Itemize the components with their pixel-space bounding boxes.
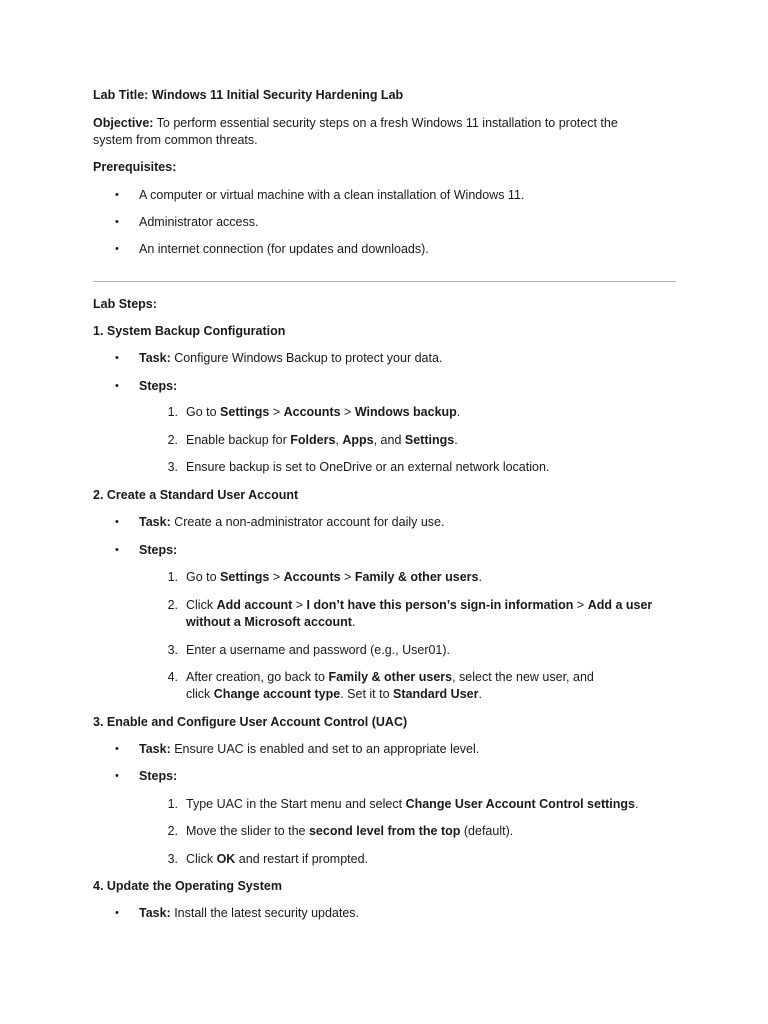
text-fragment: Click [186,852,217,866]
step-text: Ensure backup is set to OneDrive or an external network location. [186,460,550,474]
bold-text: Change User Account Control settings [405,797,635,811]
bullet-icon: • [115,907,119,919]
step-text [186,686,482,703]
step-text [186,796,638,813]
text-fragment: > [292,598,307,612]
text-fragment: Enable backup for [186,433,291,447]
text-fragment: Move the slider to the [186,824,309,838]
text-fragment: , select the new user, and [452,670,594,684]
text-fragment: . [456,405,461,419]
text-fragment: Go to [186,570,221,584]
step-text [186,432,458,449]
text-fragment: (default). [460,824,514,838]
bold-text: Accounts [283,405,341,419]
bold-text: Settings [404,433,455,447]
step-text [186,669,594,686]
text-fragment: . [478,687,482,701]
steps-label: Steps: [139,543,178,557]
lab-title [93,87,403,104]
task-line [139,514,444,531]
step-text [186,851,368,868]
bullet-icon: • [115,770,119,782]
bold-text: Change account type [213,687,341,701]
step-number: 4. [167,670,178,684]
task-line [139,350,442,367]
task-text: Install the latest security updates. [170,906,360,920]
step-text [186,823,513,840]
text-fragment: > [269,405,284,419]
step-number: 1. [167,797,178,811]
task-label: Task: [139,906,171,920]
bold-text: Settings [220,570,270,584]
text-fragment: . Set it to [340,687,394,701]
horizontal-divider [93,281,676,282]
step-text: Enter a username and password (e.g., User01). [186,643,451,657]
steps-label: Steps: [139,769,178,783]
steps-label: Steps: [139,379,178,393]
task-line [139,905,359,922]
objective-line-2: system from common threats. [93,133,258,147]
step-number: 3. [167,460,178,474]
text-fragment: > [340,570,355,584]
step-text [186,569,482,586]
task-label: Task: [139,742,171,756]
text-fragment: > [573,598,588,612]
step-text [186,404,460,421]
bold-text: without a Microsoft account [186,615,352,629]
bullet-icon: • [115,380,119,392]
task-line [139,741,479,758]
text-fragment: Go to [186,405,221,419]
bold-text: Add account [216,598,293,612]
bullet-icon: • [115,189,119,201]
lab-title-label: Lab Title: [93,88,149,102]
task-label: Task: [139,351,171,365]
bold-text: I don’t have this person’s sign-in information [306,598,574,612]
bold-text: Family & other users [328,670,453,684]
text-fragment: , [335,433,343,447]
objective-text-1: To perform essential security steps on a fresh Windows 11 installation to protect the [153,116,618,130]
lab-steps-heading: Lab Steps: [93,297,157,311]
bold-text: second level from the top [308,824,461,838]
step-number: 1. [167,570,178,584]
objective-label: Objective: [93,116,154,130]
bold-text: Settings [220,405,270,419]
bullet-icon: • [115,352,119,364]
bullet-icon: • [115,544,119,556]
text-fragment: > [269,570,284,584]
bold-text: Add a user [587,598,653,612]
text-fragment: Click [186,598,217,612]
bold-text: Apps [342,433,374,447]
bullet-icon: • [115,216,119,228]
step-number: 2. [167,598,178,612]
bullet-icon: • [115,743,119,755]
text-fragment: . [454,433,458,447]
text-fragment: click [186,687,214,701]
bold-text: Family & other users [354,570,479,584]
prerequisite-item: Administrator access. [139,215,259,229]
prerequisite-item: An internet connection (for updates and downloads). [139,242,429,256]
step-text [186,614,355,631]
text-fragment: Type UAC in the Start menu and select [186,797,406,811]
step-number: 3. [167,643,178,657]
step-number: 1. [167,405,178,419]
section-heading: 4. Update the Operating System [93,879,282,893]
text-fragment: After creation, go back to [186,670,329,684]
text-fragment: , and [373,433,405,447]
bold-text: Accounts [283,570,341,584]
task-text: Configure Windows Backup to protect your data. [170,351,443,365]
task-label: Task: [139,515,171,529]
step-number: 2. [167,433,178,447]
objective-line-1 [93,115,618,132]
step-text [186,597,652,614]
section-heading: 2. Create a Standard User Account [93,488,299,502]
text-fragment: . [351,615,356,629]
text-fragment: and restart if prompted. [235,852,369,866]
text-fragment: . [634,797,639,811]
step-number: 3. [167,852,178,866]
section-heading: 1. System Backup Configuration [93,324,286,338]
task-text: Create a non-administrator account for daily use. [170,515,445,529]
lab-title-text: Windows 11 Initial Security Hardening Lab [151,88,404,102]
text-fragment: > [340,405,355,419]
prerequisites-heading: Prerequisites: [93,160,177,174]
bold-text: Windows backup [354,405,457,419]
bold-text: OK [216,852,236,866]
bold-text: Folders [290,433,336,447]
bold-text: Standard User [393,687,479,701]
prerequisite-item: A computer or virtual machine with a clean installation of Windows 11. [139,188,525,202]
bullet-icon: • [115,243,119,255]
task-text: Ensure UAC is enabled and set to an appropriate level. [170,742,480,756]
step-number: 2. [167,824,178,838]
text-fragment: . [478,570,482,584]
bullet-icon: • [115,516,119,528]
section-heading: 3. Enable and Configure User Account Control (UAC) [93,715,408,729]
